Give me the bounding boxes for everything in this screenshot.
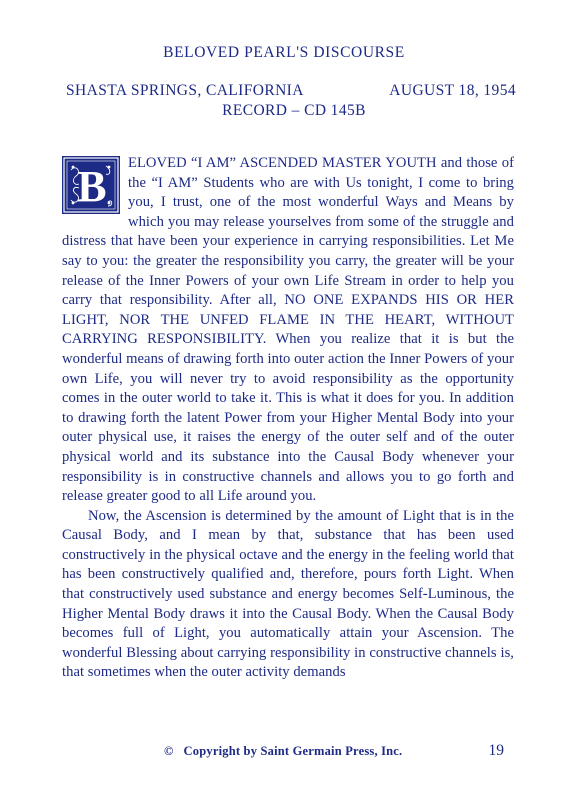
page-title: BELOVED PEARL'S DISCOURSE [163, 44, 405, 61]
date-line: AUGUST 18, 1954 [389, 82, 516, 99]
record-line: RECORD – CD 145B [222, 102, 366, 119]
copyright-symbol: © [164, 744, 174, 758]
location-line: SHASTA SPRINGS, CALIFORNIA [66, 82, 304, 99]
copyright-notice [164, 744, 402, 759]
paragraph-1: ELOVED “I AM” ASCENDED MASTER YOUTH and those of the “I AM” Students who are with Us tonight, I come to bring you, I trust, one of the most wonderful Ways and Means by which you may release yourselves from some of the struggle and distress that have been your experience in carrying responsibilities. Let Me say to you: the greater the responsibility you carry, the greater will be your release of the Inner Powers of your own Life Stream in order to help you carry that responsibility. After all, NO ONE EXPANDS HIS OR HER LIGHT, NOR THE UNFED FLAME IN THE HEART, WITHOUT CARRYING RESPONSIBILITY. When you realize that it is but the wonderful means of drawing forth into outer action the Inner Powers of your own Life, you will never try to avoid responsibility as the opportunity comes in the outer world to take it. This is what it does for you. In addition to drawing forth the latent Power from your Higher Mental Body into your outer physical use, it raises the energy of the outer self and of the outer physical world and its substance into the Causal Body whenever your responsibility is in constructive channels and allows you to go forth and release greater good to all Life around you. [62, 155, 514, 505]
paragraph-2: Now, the Ascension is determined by the amount of Light that is in the Causal Body, and I mean by that, substance that has been used constructively in the physical octave and the energy in the feeling world that has been constructively qualified and, therefore, pours forth Light. When that constructively used substance and energy becomes Self-Luminous, the Higher Mental Body draws it into the Causal Body. When the Causal Body becomes full of Light, you automatically attain your Ascension. The wonderful Blessing about carrying responsibility in constructive channels is, that sometimes when the outer activity demands [62, 507, 514, 681]
copyright-text: Copyright by Saint Germain Press, Inc. [183, 744, 403, 758]
page-number: 19 [488, 742, 504, 759]
discourse-body [62, 154, 514, 683]
dropcap-letter: B [77, 162, 107, 211]
decorative-dropcap [62, 156, 120, 214]
ornament-icon [62, 156, 120, 214]
